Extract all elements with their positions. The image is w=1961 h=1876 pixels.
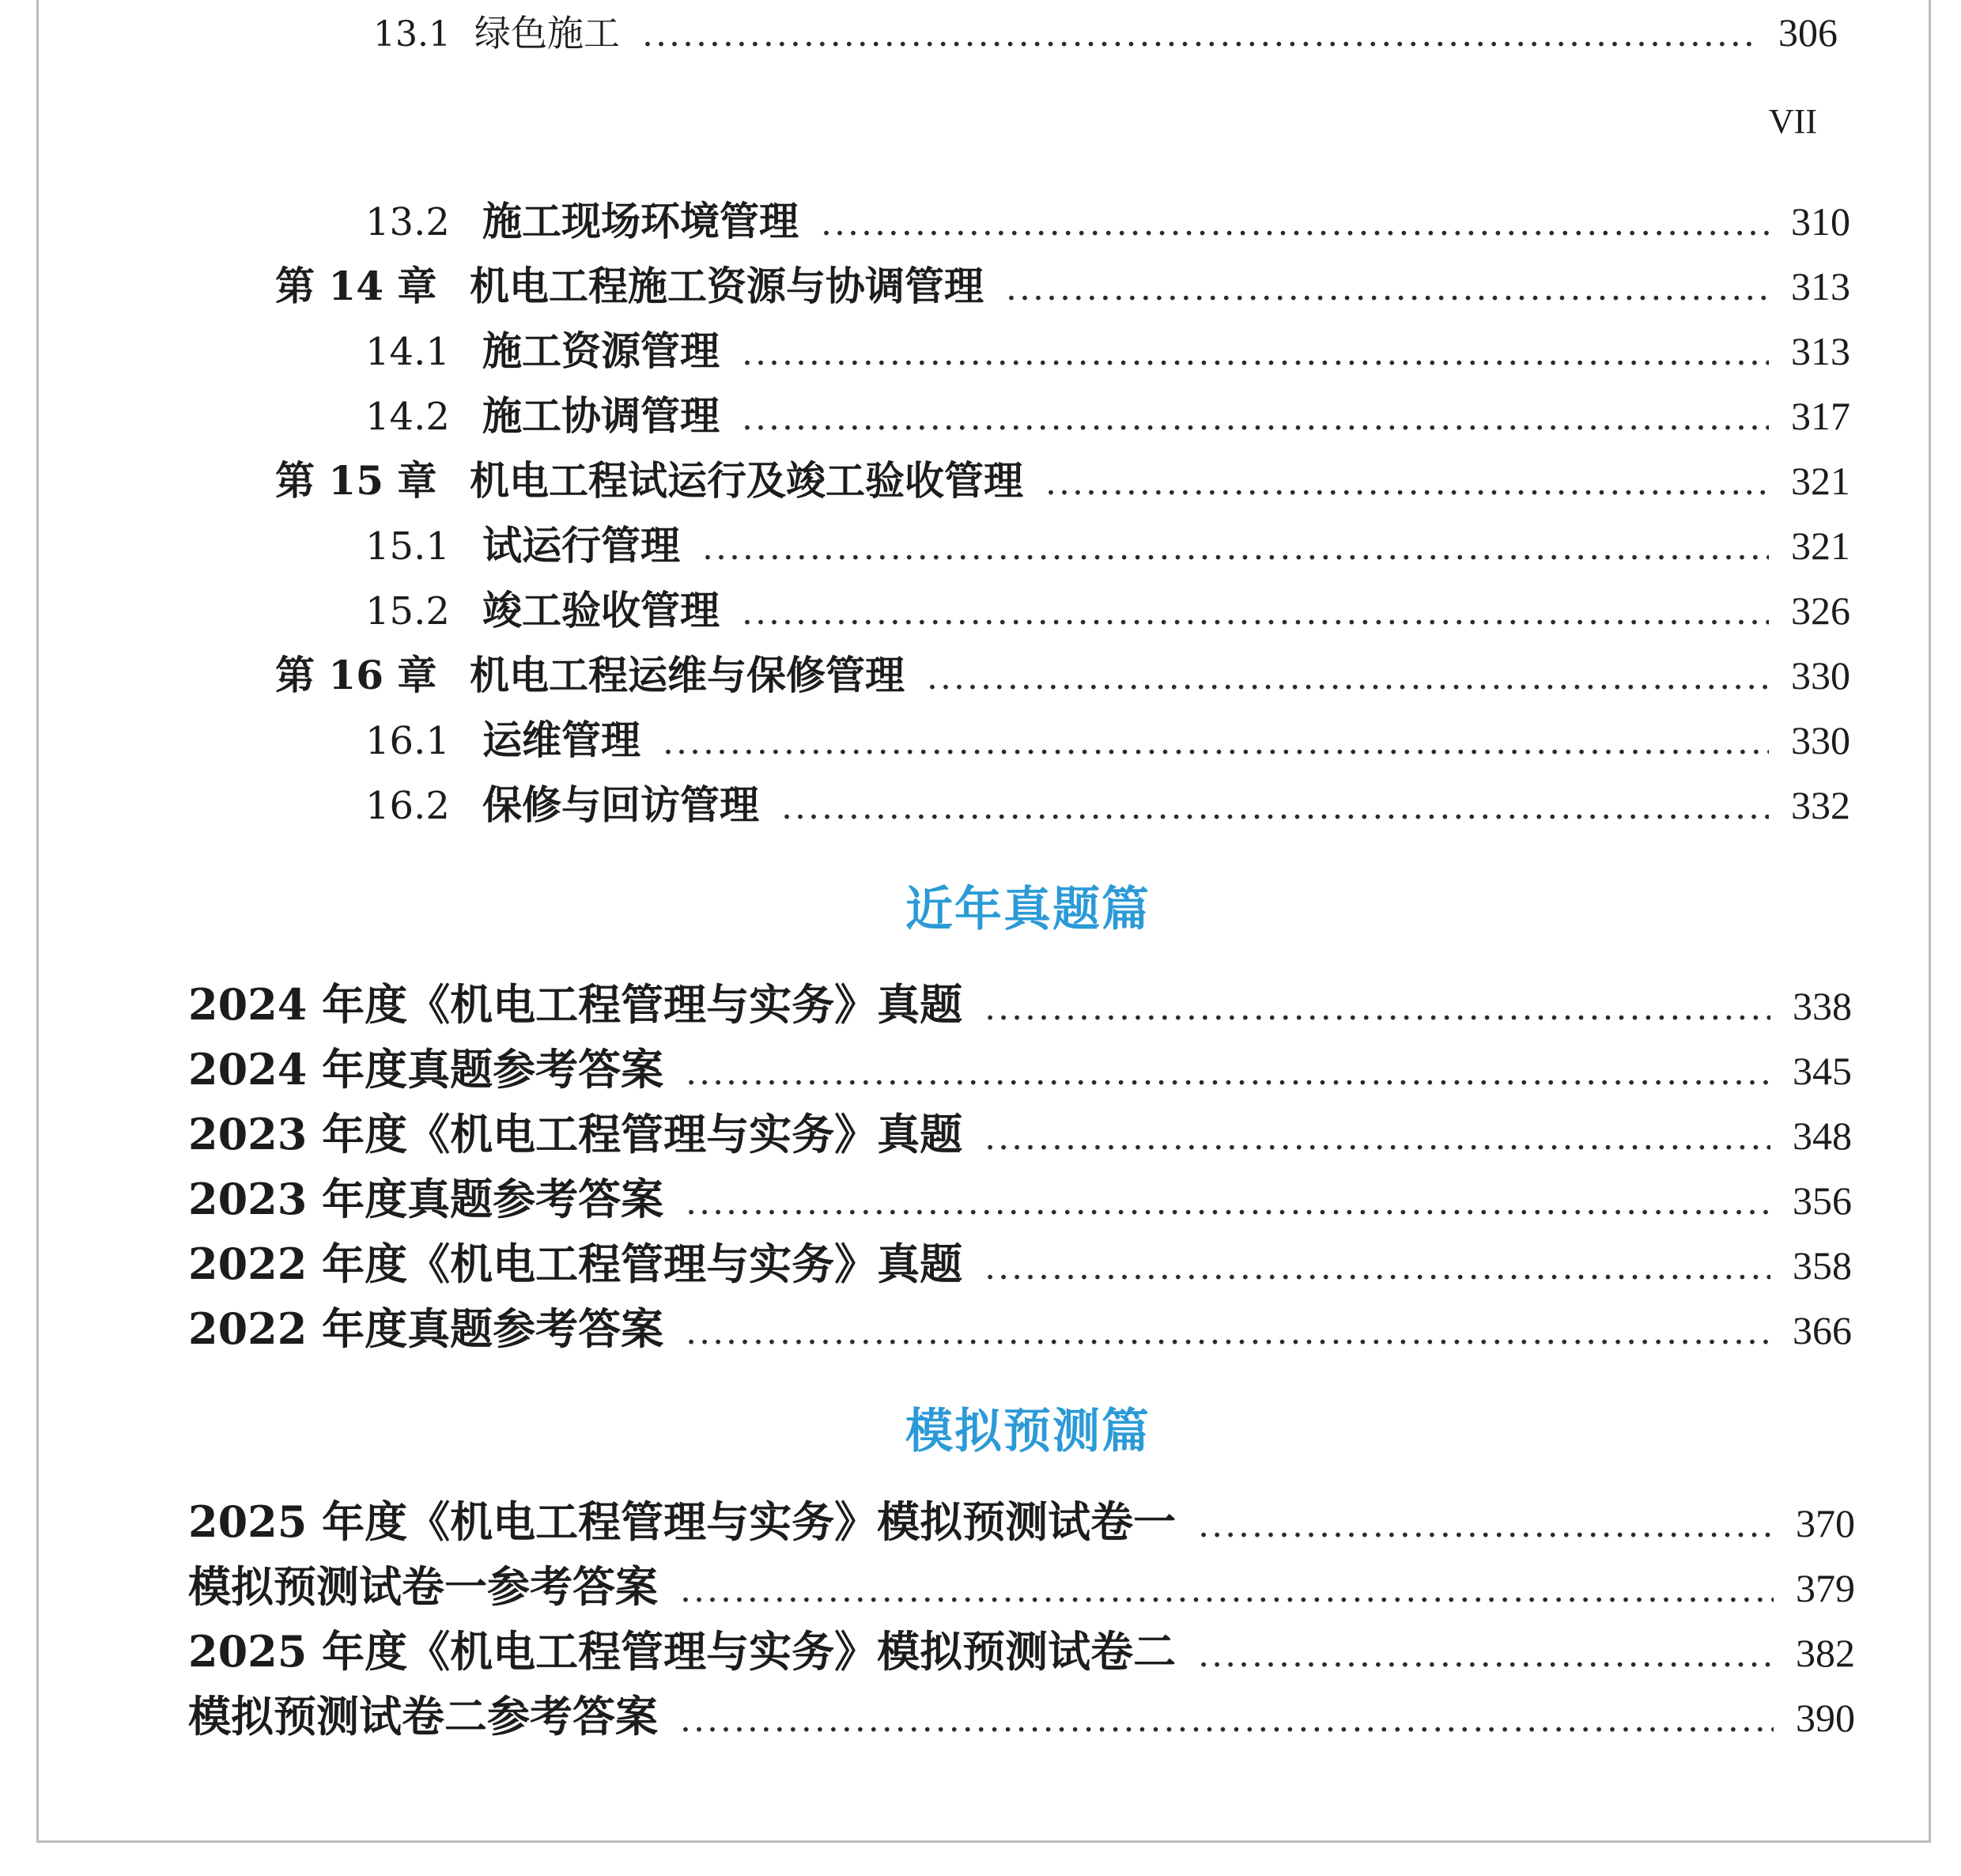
page-number: 330: [1791, 718, 1850, 762]
dot-leader: [686, 1053, 1770, 1093]
chapter-title: 机电工程施工资源与协调管理: [470, 263, 984, 309]
toc-entry-mock[interactable]: [188, 1618, 1855, 1679]
section-number: 16.1: [365, 719, 450, 763]
toc-entry-mock[interactable]: [188, 1683, 1855, 1744]
section-title: 运维管理: [482, 717, 640, 763]
toc-entry-section[interactable]: [365, 384, 1850, 441]
page-number: 370: [1796, 1501, 1855, 1545]
page-number: 313: [1791, 329, 1850, 373]
part-heading-mock-tests: 模拟预测篇: [905, 1404, 1151, 1459]
entry-title: 2024 年度真题参考答案: [188, 1044, 664, 1095]
toc-entry-section[interactable]: [365, 709, 1850, 766]
dot-leader: [1198, 1635, 1774, 1675]
section-title: 试运行管理: [482, 522, 680, 569]
page-number: 313: [1791, 264, 1850, 308]
dot-leader: [680, 1570, 1774, 1610]
section-title: 绿色施工: [474, 12, 620, 55]
dot-leader: [680, 1700, 1774, 1740]
page-number: 348: [1793, 1114, 1852, 1158]
toc-entry-section[interactable]: [365, 579, 1850, 636]
toc-entry-exam[interactable]: [188, 1295, 1852, 1356]
section-number: 16.2: [365, 784, 450, 828]
toc-entry-exam[interactable]: [188, 1101, 1852, 1162]
dot-leader: [821, 203, 1769, 244]
section-title: 保修与回访管理: [482, 781, 759, 828]
section-number: 15.1: [365, 524, 450, 569]
toc-entry-chapter[interactable]: [275, 449, 1850, 506]
page-number: 321: [1791, 524, 1850, 568]
entry-title: 2024 年度《机电工程管理与实务》真题: [188, 979, 963, 1030]
section-title: 施工资源管理: [482, 327, 720, 374]
dot-leader: [1198, 1505, 1774, 1545]
page-number: 330: [1791, 653, 1850, 698]
toc-entry-chapter[interactable]: [275, 255, 1850, 312]
dot-leader: [702, 528, 1769, 568]
page-number: 390: [1796, 1696, 1855, 1740]
chapter-title: 机电工程试运行及竣工验收管理: [470, 457, 1023, 504]
entry-title: 2023 年度《机电工程管理与实务》真题: [188, 1109, 963, 1159]
toc-entry-exam[interactable]: [188, 971, 1852, 1032]
entry-title: 2025 年度《机电工程管理与实务》模拟预测试卷二: [188, 1626, 1177, 1677]
page-number: 382: [1796, 1631, 1855, 1675]
toc-entry-section[interactable]: [365, 514, 1850, 571]
part-heading-past-exams: 近年真题篇: [905, 882, 1151, 937]
page-number: 310: [1791, 199, 1850, 244]
section-title: 施工协调管理: [482, 392, 720, 439]
page-number: 306: [1778, 10, 1838, 55]
page-number: 358: [1793, 1243, 1852, 1288]
page-number: 332: [1791, 783, 1850, 827]
chapter-number: 第 15 章: [275, 457, 437, 504]
dot-leader: [984, 988, 1770, 1028]
page-number: 345: [1793, 1049, 1852, 1093]
entry-title: 2025 年度《机电工程管理与实务》模拟预测试卷一: [188, 1496, 1177, 1547]
page-number: 321: [1791, 459, 1850, 503]
dot-leader: [742, 398, 1769, 438]
dot-leader: [642, 14, 1756, 55]
toc-entry-exam[interactable]: [188, 1231, 1852, 1292]
page-number: 379: [1796, 1566, 1855, 1610]
page-number: 317: [1791, 394, 1850, 438]
page-folio: VII: [1768, 102, 1817, 141]
toc-entry-section[interactable]: [365, 190, 1850, 247]
entry-title: 模拟预测试卷一参考答案: [188, 1561, 658, 1612]
dot-leader: [686, 1182, 1770, 1223]
dot-leader: [781, 787, 1769, 827]
entry-title: 2022 年度《机电工程管理与实务》真题: [188, 1239, 963, 1289]
dot-leader: [984, 1118, 1770, 1158]
dot-leader: [742, 333, 1769, 373]
section-number: 13.2: [365, 200, 450, 244]
section-number: 14.2: [365, 395, 450, 439]
chapter-number: 第 16 章: [275, 652, 437, 698]
toc-entry-exam[interactable]: [188, 1036, 1852, 1097]
toc-entry-chapter[interactable]: [275, 644, 1850, 701]
dot-leader: [927, 657, 1769, 698]
page-number: 356: [1793, 1178, 1852, 1223]
section-title: 施工现场环境管理: [482, 198, 799, 244]
toc-entry-exam[interactable]: [188, 1166, 1852, 1227]
section-number: 15.2: [365, 589, 450, 634]
section-number: 14.1: [365, 330, 450, 374]
page-number: 366: [1793, 1308, 1852, 1352]
page-number: 326: [1791, 588, 1850, 633]
dot-leader: [663, 722, 1769, 762]
dot-leader: [984, 1247, 1770, 1288]
dot-leader: [1006, 268, 1769, 308]
toc-entry-13-1[interactable]: [373, 5, 1838, 57]
toc-entry-section[interactable]: [365, 773, 1850, 830]
chapter-title: 机电工程运维与保修管理: [470, 652, 905, 698]
section-title: 竣工验收管理: [482, 587, 720, 634]
chapter-number: 第 14 章: [275, 263, 437, 309]
page-number: 338: [1793, 984, 1852, 1028]
dot-leader: [1045, 463, 1769, 503]
toc-entry-mock[interactable]: [188, 1553, 1855, 1614]
dot-leader: [742, 592, 1769, 633]
toc-entry-mock[interactable]: [188, 1488, 1855, 1549]
dot-leader: [686, 1312, 1770, 1352]
section-number: 13.1: [373, 14, 451, 55]
entry-title: 2022 年度真题参考答案: [188, 1303, 664, 1354]
entry-title: 模拟预测试卷二参考答案: [188, 1691, 658, 1742]
entry-title: 2023 年度真题参考答案: [188, 1174, 664, 1224]
toc-entry-section[interactable]: [365, 320, 1850, 376]
